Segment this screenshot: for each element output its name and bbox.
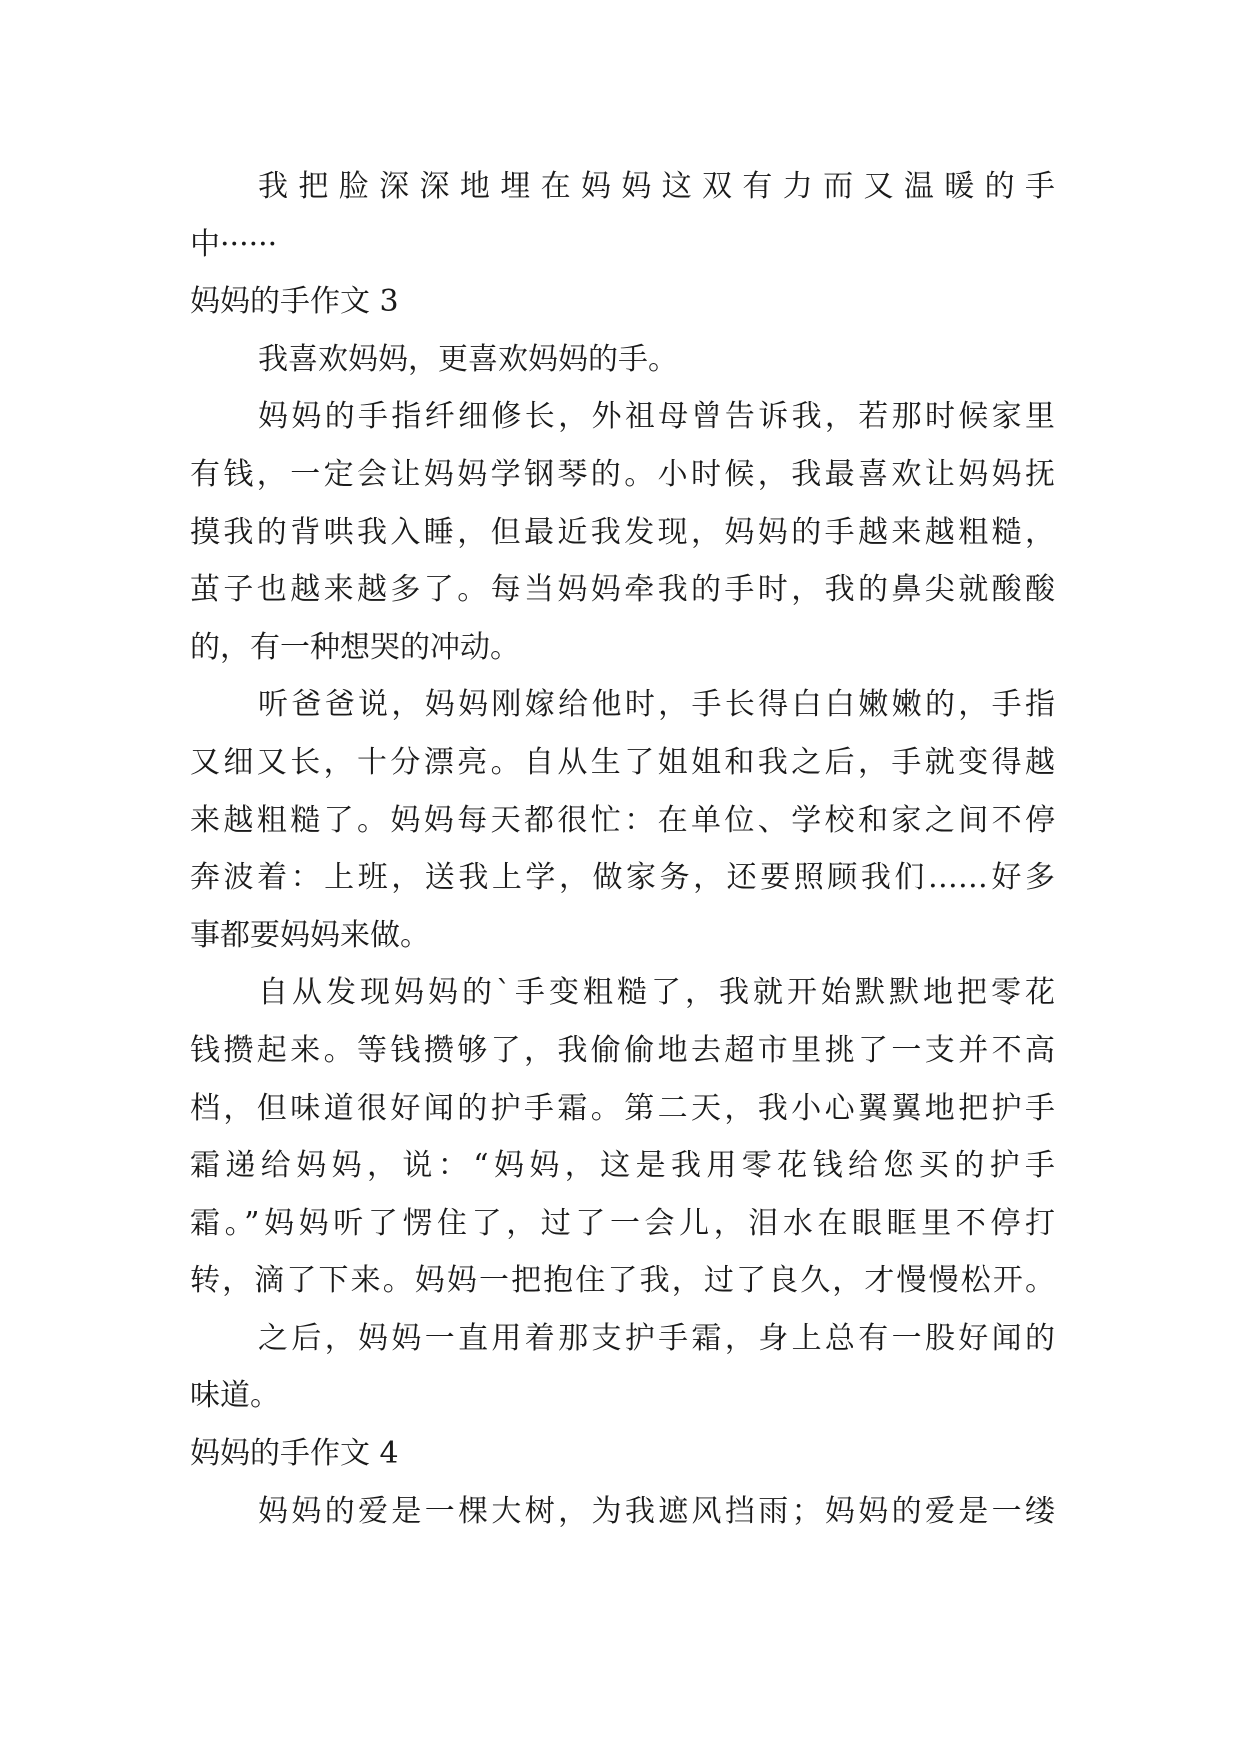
essay-title: 妈妈的手作文 3 bbox=[190, 284, 399, 320]
text-line: 转，滴了下来。妈妈一把抱住了我，过了良久，才慢慢松开。 bbox=[190, 1263, 1055, 1299]
text-line: 又细又长，十分漂亮。自从生了姐姐和我之后，手就变得越 bbox=[190, 744, 1055, 780]
text-line: 我把脸深深地埋在妈妈这双有力而又温暖的手 bbox=[258, 169, 1055, 204]
text-line: 妈妈的爱是一棵大树，为我遮风挡雨；妈妈的爱是一缕 bbox=[258, 1493, 1055, 1529]
text-line: 有钱，一定会让妈妈学钢琴的。小时候，我最喜欢让妈妈抚 bbox=[190, 456, 1055, 492]
text-line: 我喜欢妈妈，更喜欢妈妈的手。 bbox=[258, 341, 678, 377]
text-line: 中······ bbox=[190, 226, 278, 262]
text-line: 事都要妈妈来做。 bbox=[190, 917, 430, 953]
text-line: 听爸爸说，妈妈刚嫁给他时，手长得白白嫩嫩的，手指 bbox=[258, 687, 1055, 723]
text-line: 奔波着：上班，送我上学，做家务，还要照顾我们……好多 bbox=[190, 860, 1055, 896]
text-line: 自从发现妈妈的`手变粗糙了，我就开始默默地把零花 bbox=[258, 975, 1055, 1011]
text-line: 钱攒起来。等钱攒够了，我偷偷地去超市里挑了一支并不高 bbox=[190, 1032, 1055, 1068]
text-line: 摸我的背哄我入睡，但最近我发现，妈妈的手越来越粗糙， bbox=[190, 514, 1055, 550]
text-line: 霜。”妈妈听了愣住了，过了一会儿，泪水在眼眶里不停打 bbox=[190, 1205, 1055, 1241]
text-line: 来越粗糙了。妈妈每天都很忙：在单位、学校和家之间不停 bbox=[190, 802, 1055, 838]
text-line: 霜递给妈妈，说：“妈妈，这是我用零花钱给您买的护手 bbox=[190, 1148, 1055, 1184]
text-line: 味道。 bbox=[190, 1378, 280, 1414]
text-line: 茧子也越来越多了。每当妈妈牵我的手时，我的鼻尖就酸酸 bbox=[190, 572, 1055, 608]
text-line: 档，但味道很好闻的护手霜。第二天，我小心翼翼地把护手 bbox=[190, 1090, 1055, 1126]
text-line: 的，有一种想哭的冲动。 bbox=[190, 629, 520, 665]
text-line: 之后，妈妈一直用着那支护手霜，身上总有一股好闻的 bbox=[258, 1320, 1055, 1356]
essay-title: 妈妈的手作文 4 bbox=[190, 1436, 399, 1472]
text-line: 妈妈的手指纤细修长，外祖母曾告诉我，若那时候家里 bbox=[258, 399, 1055, 435]
essay-body bbox=[190, 158, 1055, 1540]
